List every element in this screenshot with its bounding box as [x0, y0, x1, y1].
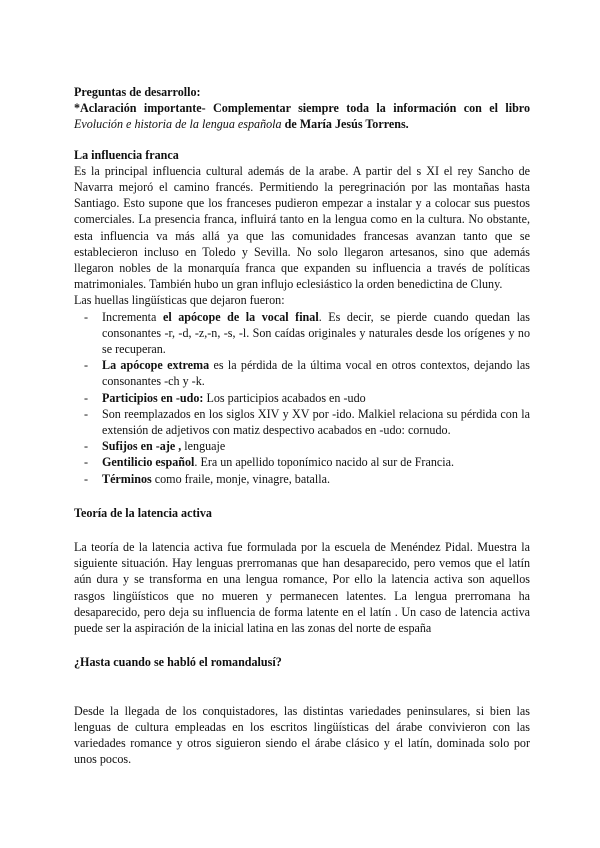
paragraph-romandalusi: Desde la llegada de los conquistadores, las distintas variedades peninsulares, si bien las lenguas de cultura empleadas en los escritos lingüísticas del árabe convivieron con las variedades romance y otros siguieron siendo el árabe clásico y el latín, dominada solo por unos pocos.: [74, 703, 530, 767]
book-author: de María Jesús Torrens.: [284, 117, 409, 132]
list-item: - Gentilicio español. Era un apellido toponímico nacido al sur de Francia.: [84, 454, 530, 470]
paragraph-latencia-activa: La teoría de la latencia activa fue formulada por la escuela de Menéndez Pidal. Muestra la siguiente situación. Hay lenguas prerromanas que han desaparecido, pero vemos que el latín aún dura y se transforma en una lengua romance, Por ello la latencia activa son aquellos rasgos lingüísticos que no mueren y permanecen latentes. La lengua prerromana ha desaparecido, pero deja su influencia de forma latente en el latín . Un caso de latencia activa puede ser la aspiración de la inicial latina en las zonas del norte de españa: [74, 540, 530, 636]
section-heading-latencia-activa: Teoría de la latencia activa: [74, 505, 212, 520]
paragraph-influencia-franca: Es la principal influencia cultural además de la arabe. A partir del s XI el rey Sancho de Navarra mejoró el camino francés. Permitiendo la peregrinación por las montañas hasta Santiago. Esto supone que los franceses pudieron empezar a instalar y a colocar sus puestos comerciales. La presencia franca, influirá tanto en la lengua como en la cultura. No obstante, esta influencia va más allá ya que las comunidades francesas avanzan tanto que se establecieron incluso en Toledo y Sevilla. No solo llegaron artesanos, sino que además llegaron nobles de la monarquía franca que expanden su influencia a través de políticas matrimoniales. También hubo un gran influjo eclesiástico la orden benedictina de Cluny.: [74, 163, 530, 292]
list-item: - Incrementa el apócope de la vocal final. Es decir, se pierde cuando quedan las consonantes -r, -d, -z,-n, -s, -l. Son caídas originales y naturales desde los orígenes y no se recuperan.: [84, 309, 530, 358]
list-item: - Sufijos en -aje , lenguaje: [84, 438, 530, 454]
document-page: [74, 84, 530, 767]
book-title: Evolución e historia de la lengua española: [74, 117, 282, 132]
list-item: - Son reemplazados en los siglos XIV y XV por -ido. Malkiel relaciona su pérdida con la extensión de adjetivos con matiz despectivo acabados en -udo: cornudo.: [84, 406, 530, 438]
linguistic-traces-list: [84, 309, 530, 487]
note-bold-text: *Aclaración importante- Complementar siempre toda la información con el libro: [74, 101, 530, 116]
section-heading-influencia-franca: La influencia franca: [74, 147, 179, 162]
page-title: Preguntas de desarrollo:: [74, 85, 201, 99]
section-heading-romandalusi: ¿Hasta cuando se habló el romandalusí?: [74, 655, 282, 670]
important-note: [74, 100, 530, 132]
list-intro: Las huellas lingüísticas que dejaron fueron:: [74, 293, 285, 308]
list-item: - La apócope extrema es la pérdida de la última vocal en otros contextos, dejando las consonantes -ch y -k.: [84, 357, 530, 389]
list-item: - Términos como fraile, monje, vinagre, batalla.: [84, 471, 530, 487]
list-item: - Participios en -udo: Los participios acabados en -udo: [84, 390, 530, 406]
